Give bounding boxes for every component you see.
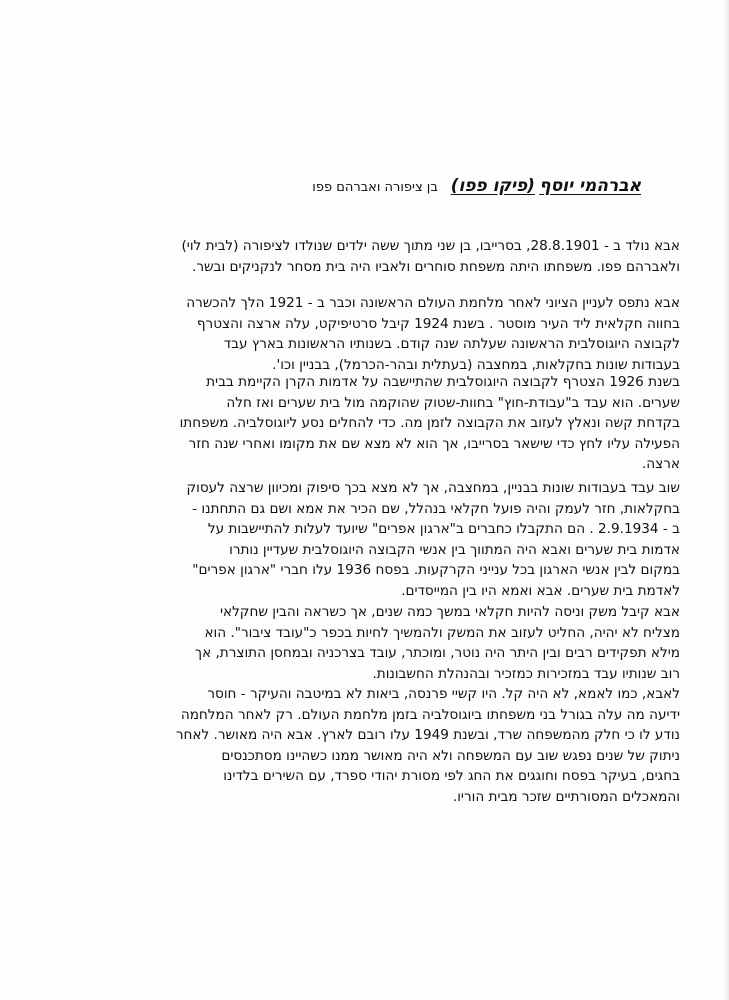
paragraph-line: בשנת 1926 הצטרף לקבוצה היוגוסלבית שהתיישבה על אדמות הקרן הקיימת בבית xyxy=(206,374,680,390)
paragraph-line: אבא נולד ב - 28.8.1901, בסרייבו, בן שני מתוך ששה ילדים שנולדו לציפורה (לבית לוי) xyxy=(181,238,680,254)
paragraph-line: מילא תפקידים רבים ובין היתר היה נוטר, ומוכתר, עובד בצרכניה ובמחסן התוצרת, אך xyxy=(194,645,680,661)
paragraph-line: בחגים, בעיקר בפסח וחוגגים את החג לפי מסורת יהודי ספרד, עם השירים בלדינו xyxy=(223,768,680,784)
paragraph-line: רוב שנותיו עבד במזכירות כמזכיר ובהנהלת החשבונות. xyxy=(372,665,680,682)
title-nickname: (פיקו פפו) xyxy=(450,176,535,196)
paragraph-line: שערים. הוא עבד ב"עבודת-חוץ" בחוות-שטוק שהוקמה מול בית שערים ואז חלה xyxy=(226,394,680,411)
paragraph-beit-shearim xyxy=(70,372,680,475)
paragraph-line: אבא נתפס לעניין הציוני לאחר מלחמת העולם הראשונה וכבר ב - 1921 הלך להכשרה xyxy=(186,295,680,311)
paragraph-line: לקבוצה היוגוסלבית הראשונה שעלתה שנה קודם. בשנותיו הראשונות בארץ עבד xyxy=(223,336,680,352)
document-title xyxy=(81,176,641,198)
paragraph-line: במקום לבין אנשי הארגון בכל ענייני הקרקעות. בפסח 1936 עלו חברי "ארגון אפרים" xyxy=(192,562,680,578)
title-parents: בן ציפורה ואברהם פפו xyxy=(312,180,438,195)
paragraph-line: לאדמת בית שערים. אבא ואמא היו בין המייסדים. xyxy=(401,582,680,599)
paragraph-family-reunion xyxy=(70,684,680,807)
paragraph-line: לאבא, כמו לאמא, לא היה קל. היו קשיי פרנסה, ביאות לא במיטבה והעיקר - חוסר xyxy=(207,686,680,702)
paragraph-line: ארצה. xyxy=(641,456,680,472)
paragraph-zionism xyxy=(70,293,680,375)
paragraph-line: ב - 2.9.1934 . הם התקבלו כחברים ב"ארגון אפרים" שיועד לעלות להתיישבות על xyxy=(207,521,680,537)
paragraph-line: והמאכלים המסורתיים שזכר מבית הוריו. xyxy=(452,788,680,805)
title-name: אברהמי יוסף xyxy=(539,176,641,196)
paragraph-line: ידיעה מה עלה בגורל בני משפחתו ביוגוסלביה בזמן מלחמת העולם. רק לאחר המלחמה xyxy=(180,706,680,723)
paragraph-line: בחקלאות, חזר לעמק והיה פועל חקלאי בנהלל, שם הכיר את אמא ושם גם התחתנו - xyxy=(192,500,680,517)
paragraph-line: בעבודות שונות בחקלאות, במחצבה (בעתלית ובהר-הכרמל), בבניין וכו'. xyxy=(272,356,680,373)
paragraph-line: ולאברהם פפו. משפחתו היתה משפחת סוחרים ולאביו היה בית מסחר לנקניקים ובשר. xyxy=(192,258,680,275)
paragraph-public-service xyxy=(70,602,680,684)
paragraph-line: שוב עבד בעבודות שונות בבניין, במחצבה, אך לא מצא בכך סיפוק ומכיוון שרצה לעסוק xyxy=(186,480,680,496)
paragraph-line: אדמות בית שערים ואבא היה המתווך בין אנשי הקבוצה היוגוסלבית שעדיין נותרו xyxy=(229,541,680,558)
scan-edge-shadow xyxy=(723,0,729,1000)
paragraph-marriage xyxy=(70,478,680,601)
paragraph-line: מצליח לא יהיה, החליט לעזוב את המשק ולהמשיך לחיות בכפר כ"עובד ציבור". הוא xyxy=(204,624,680,641)
paragraph-line: נודע לו כי חלק מהמשפחה שרד, ובשנת 1949 עלו רובם לארץ. אבא היה מאושר. לאחר xyxy=(175,727,680,743)
paragraph-line: ניתוק של שנים נפגש שוב עם המשפחה ולא היה מאושר ממנו כשהיינו מסתכנסים xyxy=(221,747,680,764)
paragraph-birth xyxy=(70,236,680,277)
paragraph-line: אבא קיבל משק וניסה להיות חקלאי במשך כמה שנים, אך כשראה והבין שחקלאי xyxy=(219,604,680,620)
paragraph-line: בחווה חקלאית ליד העיר מוסטר . בשנת 1924 קיבל סרטיפיקט, עלה ארצה והצטרף xyxy=(196,315,680,332)
paragraph-line: הפעילה עליו לחץ כדי שישאר בסרייבו, אך הוא לא מצא שם את מקומו ואחרי שנה חזר xyxy=(188,435,680,452)
paragraph-line: בקדחת קשה ונאלץ לעזוב את הקבוצה לזמן מה. כדי להחלים נסע ליוגוסלביה. משפחתו xyxy=(179,415,680,431)
